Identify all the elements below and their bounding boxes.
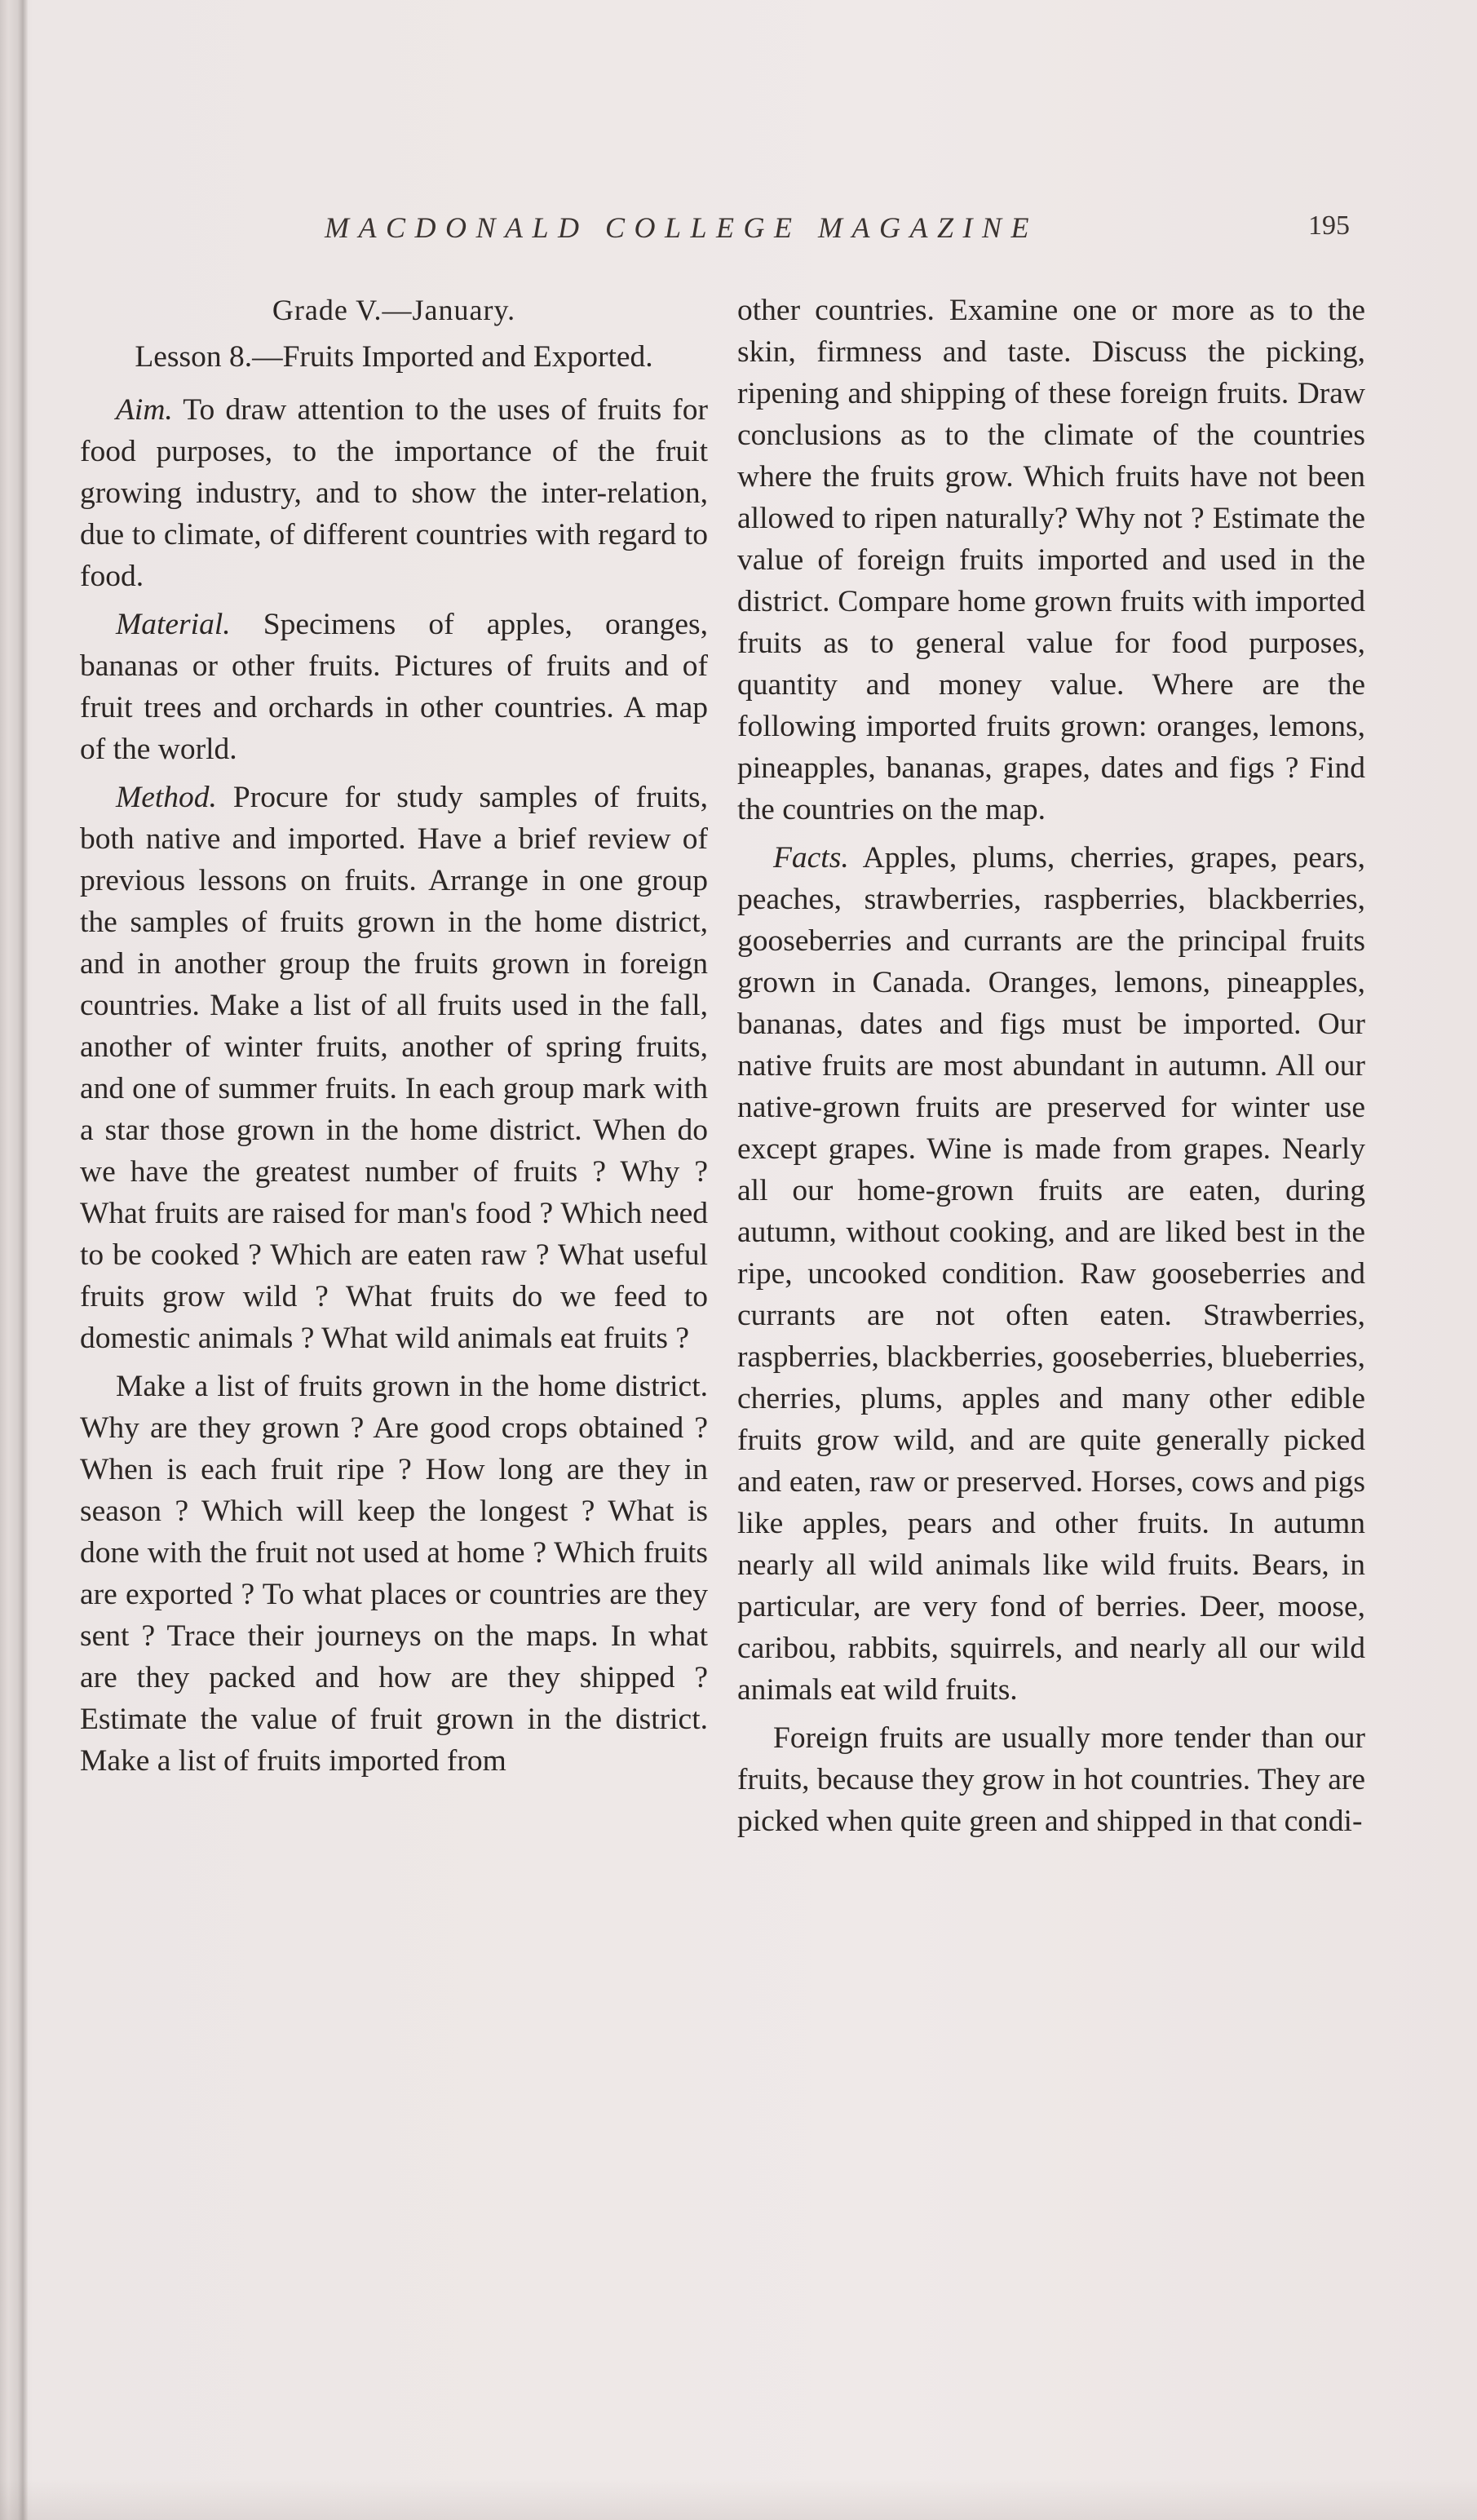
- method-label: Method.: [116, 781, 217, 814]
- page-number: 195: [1308, 210, 1350, 241]
- aim-text: To draw attention to the uses of fruits for food purposes, to the importance of the fruit growing industry, and to show the inter-relation, due to climate, of different countries with regard to food.: [80, 393, 708, 593]
- material-label: Material.: [116, 608, 231, 641]
- left-column: [80, 290, 708, 1788]
- right-column: [737, 290, 1365, 1849]
- foreign-fruits-paragraph: Foreign fruits are usually more tender than our fruits, because they grow in hot countries. They are picked when quite green and shipped in that condi-: [737, 1721, 1365, 1838]
- material-text: Specimens of apples, oranges, bananas or other fruits. Pictures of fruits and of fruit trees and orchards in other countries. A map of the world.: [80, 608, 708, 766]
- aim-paragraph: [80, 389, 708, 597]
- page-bottom-shadow: [0, 2480, 1477, 2520]
- fruit-list-paragraph: Make a list of fruits grown in the home district. Why are they grown ? Are good crops obtained ? When is each fruit ripe ? How long are they in season ? Which will keep the longest ? What is done with the fruit not used at home ? Which fruits are exported ? To what places or countries are they sent ? Trace their journeys on the maps. In what are they packed and how are they shipped ? Estimate the value of fruit grown in the district. Make a list of fruits imported from: [80, 1370, 708, 1778]
- lesson-title: Lesson 8.—Fruits Imported and Exported.: [135, 340, 653, 374]
- continued-paragraph: other countries. Examine one or more as to the skin, firmness and taste. Discuss the picking, ripening and shipping of these foreign fruits. Draw conclusions as to the climate of the countries where the fruits grow. Which fruits have not been allowed to ripen naturally? Why not ? Estimate the value of foreign fruits imported and used in the district. Compare home grown fruits with imported fruits as to general value for food purposes, quantity and money value. Where are the following imported fruits grown: oranges, lemons, pineapples, bananas, grapes, dates and figs ? Find the countries on the map.: [737, 294, 1365, 826]
- method-text: Procure for study samples of fruits, both native and imported. Have a brief review of previous lessons on fruits. Arrange in one group the samples of fruits grown in the home district, and in another group the fruits grown in foreign countries. Make a list of all fruits used in the fall, another of winter fruits, another of spring fruits, and one of summer fruits. In each group mark with a star those grown in the home district. When do we have the greatest number of fruits ? Why ? What fruits are raised for man's food ? Which need to be cooked ? Which are eaten raw ? What useful fruits grow wild ? What fruits do we feed to domestic animals ? What wild animals eat fruits ?: [80, 781, 708, 1355]
- method-paragraph: [80, 777, 708, 1359]
- material-paragraph: [80, 604, 708, 770]
- grade-heading: Grade V.—January.: [272, 294, 516, 326]
- facts-text: Apples, plums, cherries, grapes, pears, peaches, strawberries, raspberries, blackberries, gooseberries and currants are the principal fruits grown in Canada. Oranges, lemons, pineapples, bananas, dates and figs must be imported. Our native fruits are most abundant in autumn. All our native-grown fruits are preserved for winter use except grapes. Wine is made from grapes. Nearly all our home-grown fruits are eaten, during autumn, without cooking, and are liked best in the ripe, uncooked condition. Raw gooseberries and currants are not often eaten. Strawberries, raspberries, blackberries, gooseberries, blueberries, cherries, plums, apples and many other edible fruits grow wild, and are quite generally picked and eaten, raw or preserved. Horses, cows and pigs like apples, pears and other fruits. In autumn nearly all wild animals like wild fruits. Bears, in particular, are very fond of berries. Deer, moose, caribou, rabbits, squirrels, and nearly all our wild animals eat wild fruits.: [737, 841, 1365, 1707]
- page-binding-edge: [0, 0, 28, 2520]
- facts-label: Facts.: [773, 841, 849, 875]
- page-header: [0, 210, 1477, 251]
- facts-paragraph: [737, 837, 1365, 1711]
- running-title: MACDONALD COLLEGE MAGAZINE: [325, 211, 1039, 244]
- aim-label: Aim.: [116, 393, 173, 427]
